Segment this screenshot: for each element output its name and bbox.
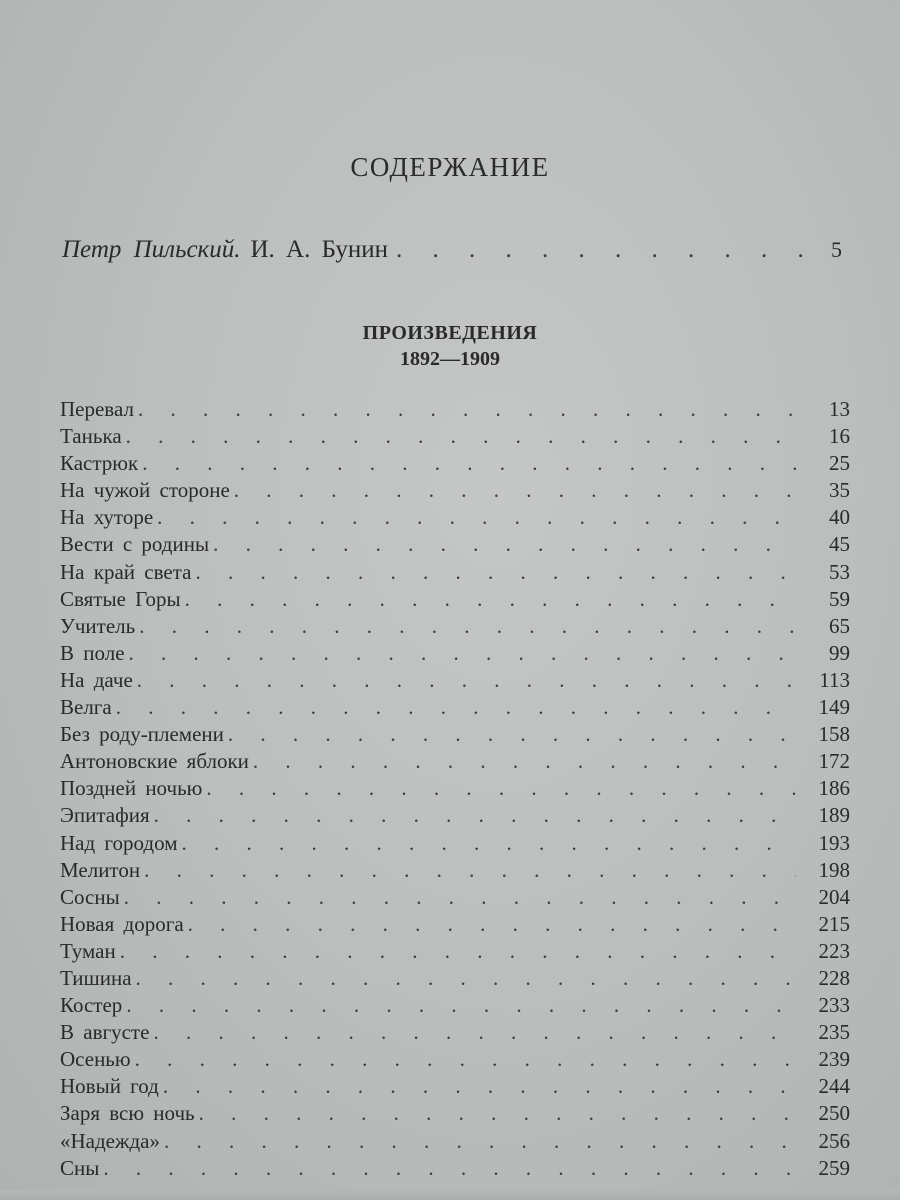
toc-entry-title: Без роду-племени	[60, 722, 224, 747]
toc-entry-page-number: 149	[818, 695, 850, 720]
toc-entry-title: На даче	[60, 667, 133, 692]
toc-entry-page-number: 223	[818, 938, 850, 963]
dot-leader	[163, 1073, 796, 1100]
dot-leader	[129, 640, 796, 667]
dot-leader	[135, 1046, 796, 1073]
toc-entry-page-number: 172	[818, 749, 850, 774]
toc-entry-title: Сны	[60, 1155, 100, 1180]
dot-leader	[199, 1100, 796, 1127]
page-title: СОДЕРЖАНИЕ	[350, 152, 550, 182]
toc-entry	[60, 1155, 850, 1182]
toc-entry	[60, 1019, 850, 1046]
toc-entry	[60, 721, 850, 748]
intro-author: Петр Пильский.	[62, 236, 241, 263]
toc-entry-page-number: 250	[818, 1101, 850, 1126]
dot-leader	[185, 586, 796, 613]
toc-entry	[60, 694, 850, 721]
toc-entry-title: Сосны	[60, 884, 120, 909]
toc-entry	[60, 992, 850, 1019]
dot-leader	[142, 450, 796, 477]
toc-entry-title: Заря всю ночь	[60, 1101, 195, 1126]
toc-entry-title: Новый год	[60, 1074, 159, 1099]
toc-entry-title: Святые Горы	[60, 586, 181, 611]
toc-entry-title: В поле	[60, 640, 125, 665]
toc-entry-title: На край света	[60, 559, 192, 584]
toc-entry	[60, 667, 850, 694]
toc-entry	[60, 450, 850, 477]
dot-leader	[228, 721, 796, 748]
toc-entry	[60, 396, 850, 423]
section-years: 1892—1909	[400, 348, 500, 370]
dot-leader	[136, 965, 796, 992]
toc-entry	[60, 477, 850, 504]
dot-leader	[188, 911, 796, 938]
toc-entry-title: Поздней ночью	[60, 776, 203, 801]
toc-entry	[60, 423, 850, 450]
intro-entry	[62, 236, 842, 272]
toc-entry	[60, 586, 850, 613]
toc-entry	[60, 531, 850, 558]
toc-entry-page-number: 16	[829, 424, 850, 449]
page-cut-edge	[0, 1190, 900, 1200]
toc-entry-title: Перевал	[60, 397, 134, 421]
toc-entry-page-number: 215	[818, 911, 850, 936]
toc-entry	[60, 857, 850, 884]
toc-entry	[60, 1046, 850, 1073]
toc-entry-page-number: 13	[829, 397, 850, 421]
toc-entry-page-number: 235	[818, 1020, 850, 1045]
toc-entry-page-number: 233	[818, 993, 850, 1018]
toc-entry-page-number: 228	[818, 965, 850, 990]
dot-leader	[206, 775, 796, 802]
toc-entry	[60, 504, 850, 531]
dot-leader	[126, 423, 796, 450]
toc-entry-page-number: 45	[829, 532, 850, 557]
toc-entry	[60, 613, 850, 640]
toc-entry-title: Туман	[60, 938, 116, 963]
toc-entry-title: Над городом	[60, 830, 178, 855]
dot-leader	[138, 396, 796, 423]
toc-entry-title: Тишина	[60, 965, 132, 990]
toc-entry-title: Осенью	[60, 1047, 131, 1072]
toc-entry-title: Мелитон	[60, 857, 141, 882]
dot-leader	[137, 667, 796, 694]
dot-leader	[164, 1128, 796, 1155]
toc-entry-title: Велга	[60, 695, 112, 720]
toc-entry-page-number: 59	[829, 586, 850, 611]
toc-entry-title: Учитель	[60, 613, 136, 638]
dot-leader	[396, 236, 814, 264]
toc-entry-title: «Надежда»	[60, 1128, 161, 1153]
toc-entry-title: В августе	[60, 1020, 150, 1045]
dot-leader	[157, 504, 796, 531]
toc-entry-page-number: 65	[829, 613, 850, 638]
toc-entry-title: Новая дорога	[60, 911, 184, 936]
toc-entry-page-number: 158	[818, 722, 850, 747]
toc-entry	[60, 911, 850, 938]
dot-leader	[124, 884, 796, 911]
dot-leader	[103, 1155, 796, 1182]
toc-entry	[60, 938, 850, 965]
dot-leader	[181, 830, 796, 857]
toc-entry-title: Эпитафия	[60, 803, 150, 828]
toc-entry	[60, 1073, 850, 1100]
section-title: ПРОИЗВЕДЕНИЯ	[362, 322, 538, 344]
toc-entry-title: Антоновские яблоки	[60, 749, 249, 774]
toc-entry-title: Танька	[60, 424, 122, 449]
table-of-contents	[60, 396, 850, 1182]
dot-leader	[154, 802, 796, 829]
toc-entry-title: На хуторе	[60, 505, 154, 530]
toc-entry-title: На чужой стороне	[60, 478, 230, 503]
toc-entry-page-number: 244	[818, 1074, 850, 1099]
toc-entry	[60, 802, 850, 829]
toc-entry-page-number: 99	[829, 640, 850, 665]
dot-leader	[120, 938, 796, 965]
dot-leader	[116, 694, 796, 721]
toc-entry	[60, 748, 850, 775]
toc-entry-page-number: 198	[818, 857, 850, 882]
toc-entry	[60, 1128, 850, 1155]
toc-entry-page-number: 239	[818, 1047, 850, 1072]
toc-entry	[60, 1100, 850, 1127]
toc-entry-title: Кастрюк	[60, 451, 139, 476]
toc-entry	[60, 559, 850, 586]
toc-entry-page-number: 259	[818, 1155, 850, 1180]
toc-entry-page-number: 40	[829, 505, 850, 530]
toc-entry	[60, 775, 850, 802]
dot-leader	[253, 748, 796, 775]
dot-leader	[153, 1019, 796, 1046]
toc-entry-page-number: 53	[829, 559, 850, 584]
toc-entry-page-number: 256	[818, 1128, 850, 1153]
toc-entry	[60, 884, 850, 911]
toc-entry-page-number: 189	[818, 803, 850, 828]
dot-leader	[213, 531, 796, 558]
toc-entry	[60, 640, 850, 667]
toc-entry	[60, 830, 850, 857]
dot-leader	[195, 559, 796, 586]
toc-entry-page-number: 193	[818, 830, 850, 855]
toc-entry-page-number: 35	[829, 478, 850, 503]
dot-leader	[234, 477, 796, 504]
toc-entry-page-number: 186	[818, 776, 850, 801]
dot-leader	[144, 857, 796, 884]
dot-leader	[126, 992, 796, 1019]
toc-entry-page-number: 113	[819, 667, 850, 692]
toc-entry-title: Костер	[60, 993, 123, 1018]
intro-subject: И. А. Бунин	[250, 236, 388, 263]
toc-entry-page-number: 25	[829, 451, 850, 476]
toc-entry-page-number: 204	[818, 884, 850, 909]
dot-leader	[139, 613, 796, 640]
toc-entry	[60, 965, 850, 992]
toc-entry-title: Вести с родины	[60, 532, 210, 557]
intro-page-number: 5	[831, 237, 842, 262]
